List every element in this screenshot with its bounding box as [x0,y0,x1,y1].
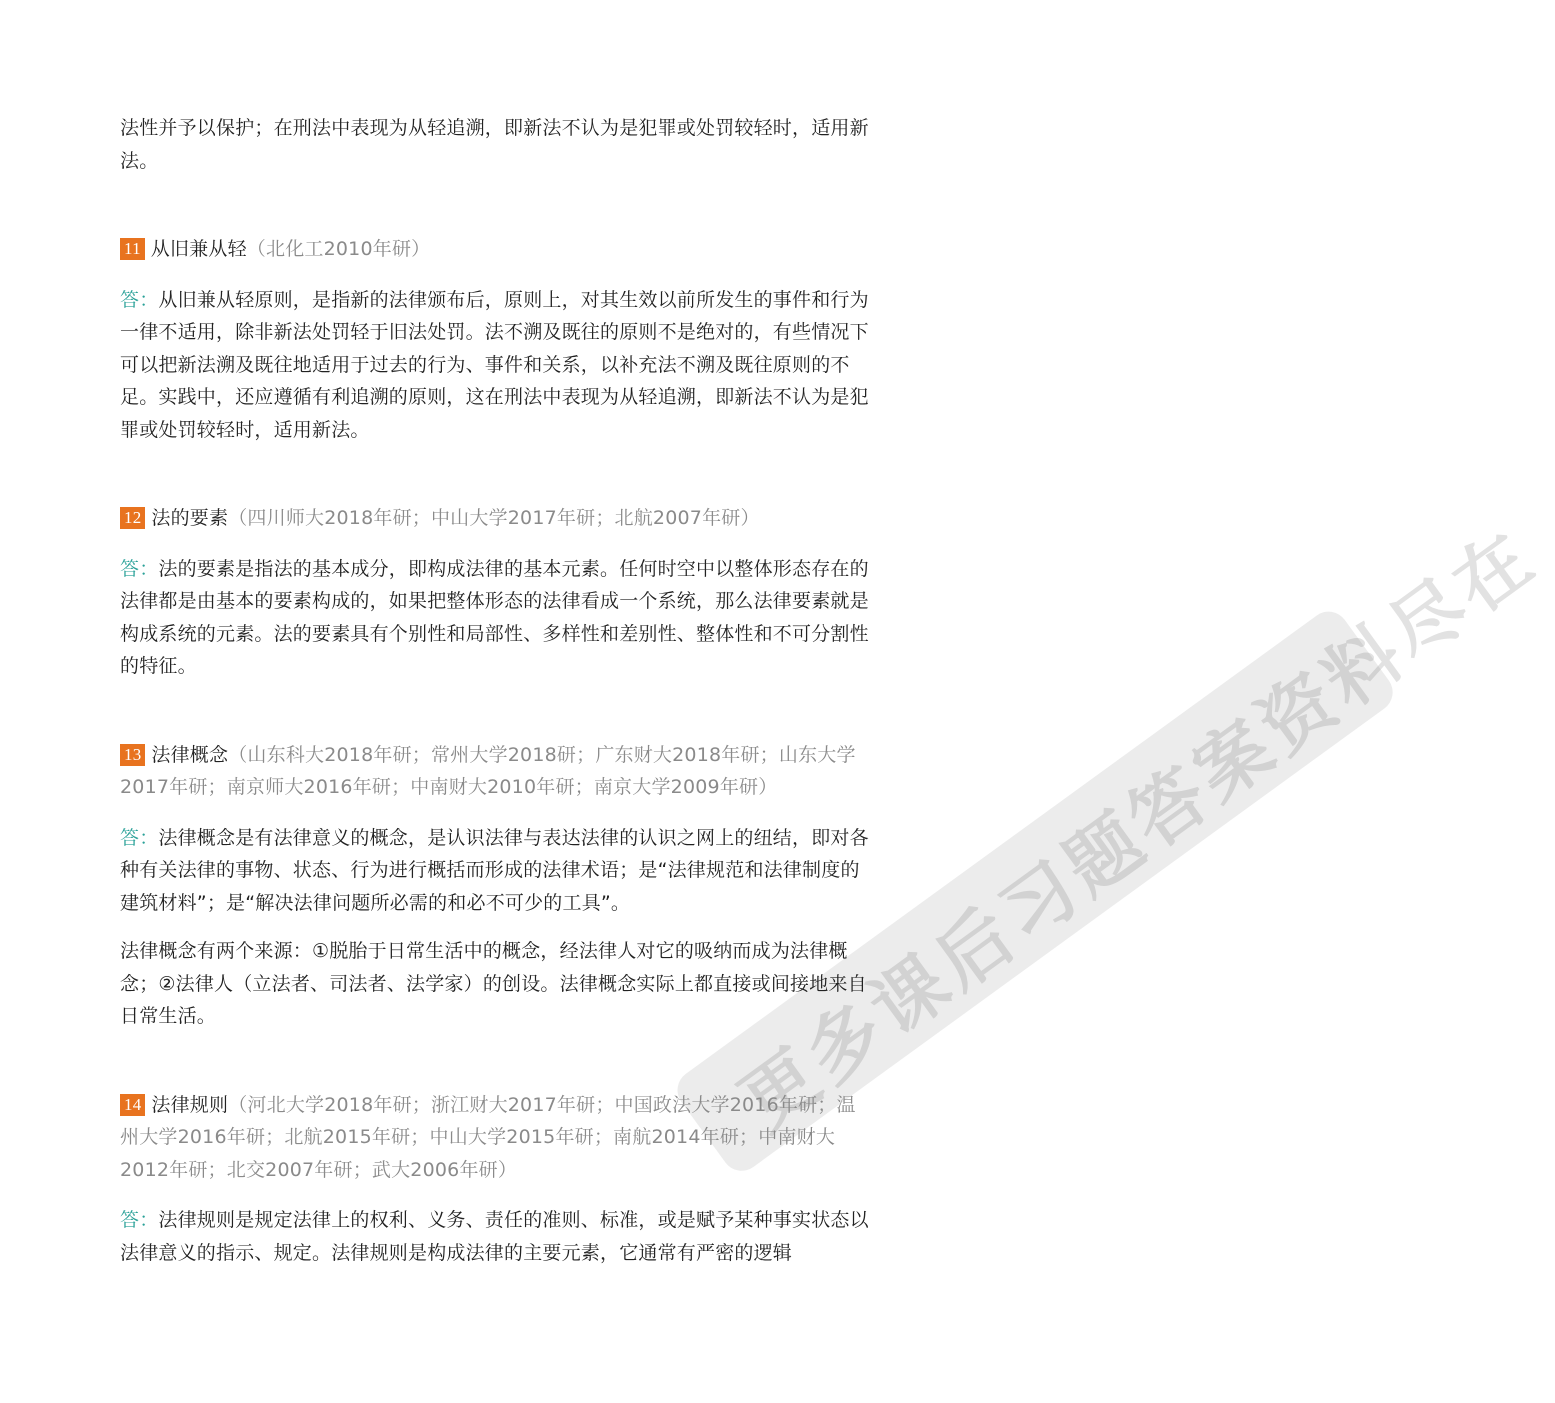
question-13-title [120,739,872,804]
answer-label: 答： [120,288,159,311]
question-source: （北化工2010年研） [246,238,431,260]
question-term: 从旧兼从轻 [150,238,247,260]
answer-label: 答： [120,826,159,849]
question-number-badge: 11 [120,238,145,260]
answer-text: 法律规则是规定法律上的权利、义务、责任的准则、标准，或是赋予某种事实状态以法律意义的指示、规定。法律规则是构成法律的主要元素，它通常有严密的逻辑 [120,1209,869,1264]
question-term: 法律规则 [151,1093,229,1116]
question-13-extra: 法律概念有两个来源：①脱胎于日常生活中的概念，经法律人对它的吸纳而成为法律概念；②法律人（立法者、司法者、法学家）的创设。法律概念实际上都直接或间接地来自日常生活。 [120,940,867,1027]
answer-text: 从旧兼从轻原则，是指新的法律颁布后，原则上，对其生效以前所发生的事件和行为一律不适用，除非新法处罚轻于旧法处罚。法不溯及既往的原则不是绝对的，有些情况下可以把新法溯及既往地适用于过去的行为、事件和关系，以补充法不溯及既往原则的不足。实践中，还应遵循有利追溯的原则，这在刑法中表现为从轻追溯，即新法不认为是犯罪或处罚较轻时，适用新法。 [120,288,869,441]
question-11-answer [120,284,872,447]
question-14-title [120,1089,872,1187]
question-13-answer [120,822,872,920]
answer-label: 答： [120,1209,159,1231]
question-number-badge: 14 [120,1094,145,1116]
question-12-title [120,502,872,535]
question-number-badge: 13 [120,744,145,766]
question-source: （河北大学2018年研；浙江财大2017年研；中国政法大学2016年研；温州大学2016年研；北航2015年研；中山大学2015年研；南航2014年研；中南财大2012年研；北交2007年研；武大2006年研） [120,1093,856,1181]
question-12-answer [120,553,872,683]
document-page [120,112,872,1269]
question-term: 法律概念 [151,743,229,766]
answer-text: 法律概念是有法律意义的概念，是认识法律与表达法律的认识之网上的纽结，即对各种有关法律的事物、状态、行为进行概括而形成的法律术语；是“法律规范和法律制度的建筑材料”；是“解决法律问题所必需的和必不可少的工具”。 [120,826,869,914]
question-14-answer [120,1204,872,1269]
answer-text: 法的要素是指法的基本成分，即构成法律的基本元素。任何时空中以整体形态存在的法律都是由基本的要素构成的，如果把整体形态的法律看成一个系统，那么法律要素就是构成系统的元素。法的要素具有个别性和局部性、多样性和差别性、整体性和不可分割性的特征。 [120,557,869,677]
question-term: 法的要素 [151,507,229,529]
intro-paragraph: 法性并予以保护；在刑法中表现为从轻追溯，即新法不认为是犯罪或处罚较轻时，适用新法。 [120,117,869,172]
watermark-text: 更多课后习题答案资料尽在 [725,513,1553,1147]
question-11-title [120,233,872,266]
question-source: （山东科大2018年研；常州大学2018研；广东财大2018年研；山东大学2017年研；南京师大2016年研；中南财大2010年研；南京大学2009年研） [120,743,856,798]
answer-label: 答： [120,557,159,580]
question-number-badge: 12 [120,507,145,529]
question-source: （四川师大2018年研；中山大学2017年研；北航2007年研） [228,507,760,529]
